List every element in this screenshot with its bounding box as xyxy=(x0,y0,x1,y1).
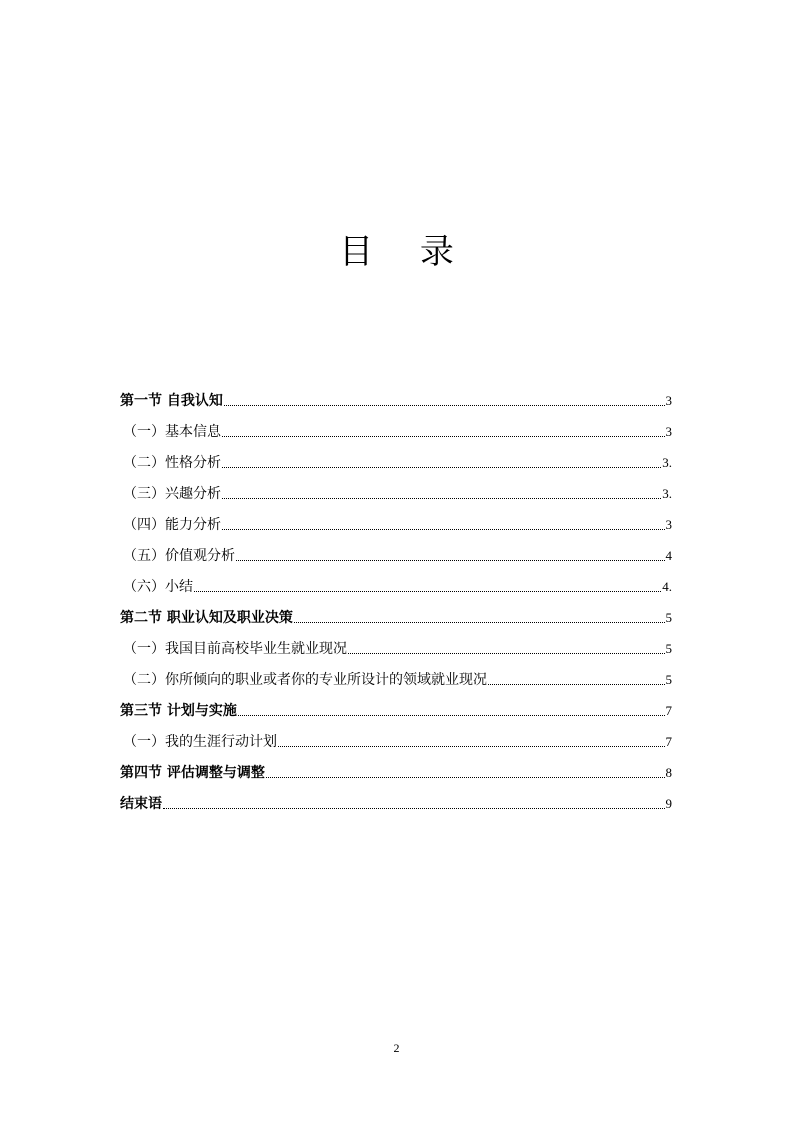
toc-entry-page: 7 xyxy=(665,703,672,718)
toc-entry-page: 5 xyxy=(665,610,672,625)
page-title: 目 录 xyxy=(339,232,472,272)
toc-dot-leader xyxy=(224,404,665,406)
toc-dot-leader xyxy=(266,776,665,778)
toc-dot-leader xyxy=(238,714,665,716)
toc-dot-leader xyxy=(222,435,665,437)
toc-entry-title: （六）小结 xyxy=(123,579,193,595)
toc-entry-page: 9 xyxy=(665,796,672,811)
toc-entry-page: 4 xyxy=(665,548,672,563)
toc-dot-leader xyxy=(222,466,661,468)
toc-entry-title: （一）我的生涯行动计划 xyxy=(123,734,277,750)
toc-section-entry[interactable] xyxy=(120,690,672,721)
toc-section-entry[interactable] xyxy=(120,380,672,411)
toc-subsection-entry[interactable] xyxy=(120,628,672,659)
toc-subsection-entry[interactable] xyxy=(120,721,672,752)
toc-entry-page: 3 xyxy=(665,424,672,439)
toc-entry-title: （三）兴趣分析 xyxy=(123,486,221,502)
toc-subsection-entry[interactable] xyxy=(120,411,672,442)
toc-entry-page: 5 xyxy=(665,672,672,687)
toc-entry-title: 结束语 xyxy=(120,796,162,812)
toc-entry-title: （五）价值观分析 xyxy=(123,548,235,564)
toc-entry-page: 4. xyxy=(662,579,672,594)
toc-entry-title: 第四节 评估调整与调整 xyxy=(120,765,265,781)
toc-subsection-entry[interactable] xyxy=(120,659,672,690)
toc-dot-leader xyxy=(348,652,665,654)
toc-subsection-entry[interactable] xyxy=(120,504,672,535)
toc-dot-leader xyxy=(236,559,665,561)
toc-subsection-entry[interactable] xyxy=(120,442,672,473)
toc-dot-leader xyxy=(222,497,661,499)
toc-subsection-entry[interactable] xyxy=(120,473,672,504)
toc-dot-leader xyxy=(294,621,665,623)
toc-dot-leader xyxy=(194,590,661,592)
toc-entry-title: （四）能力分析 xyxy=(123,517,221,533)
table-of-contents xyxy=(120,380,672,814)
toc-subsection-entry[interactable] xyxy=(120,535,672,566)
toc-entry-page: 8 xyxy=(665,765,672,780)
toc-entry-title: （一）基本信息 xyxy=(123,424,221,440)
toc-entry-title: 第二节 职业认知及职业决策 xyxy=(120,610,293,626)
toc-dot-leader xyxy=(488,683,665,685)
toc-entry-title: 第三节 计划与实施 xyxy=(120,703,237,719)
toc-entry-page: 3 xyxy=(665,393,672,408)
toc-dot-leader xyxy=(222,528,665,530)
toc-entry-page: 5 xyxy=(665,641,672,656)
toc-entry-page: 3. xyxy=(662,455,672,470)
toc-entry-page: 3 xyxy=(665,517,672,532)
page-number: 2 xyxy=(393,1041,400,1055)
toc-section-entry[interactable] xyxy=(120,783,672,814)
toc-dot-leader xyxy=(278,745,665,747)
toc-entry-title: 第一节 自我认知 xyxy=(120,393,223,409)
toc-entry-page: 7 xyxy=(665,734,672,749)
toc-entry-title: （二）你所倾向的职业或者你的专业所设计的领域就业现况 xyxy=(123,672,487,688)
toc-section-entry[interactable] xyxy=(120,752,672,783)
toc-entry-title: （一）我国目前高校毕业生就业现况 xyxy=(123,641,347,657)
toc-section-entry[interactable] xyxy=(120,597,672,628)
toc-dot-leader xyxy=(163,807,665,809)
toc-subsection-entry[interactable] xyxy=(120,566,672,597)
toc-entry-page: 3. xyxy=(662,486,672,501)
toc-entry-title: （二）性格分析 xyxy=(123,455,221,471)
